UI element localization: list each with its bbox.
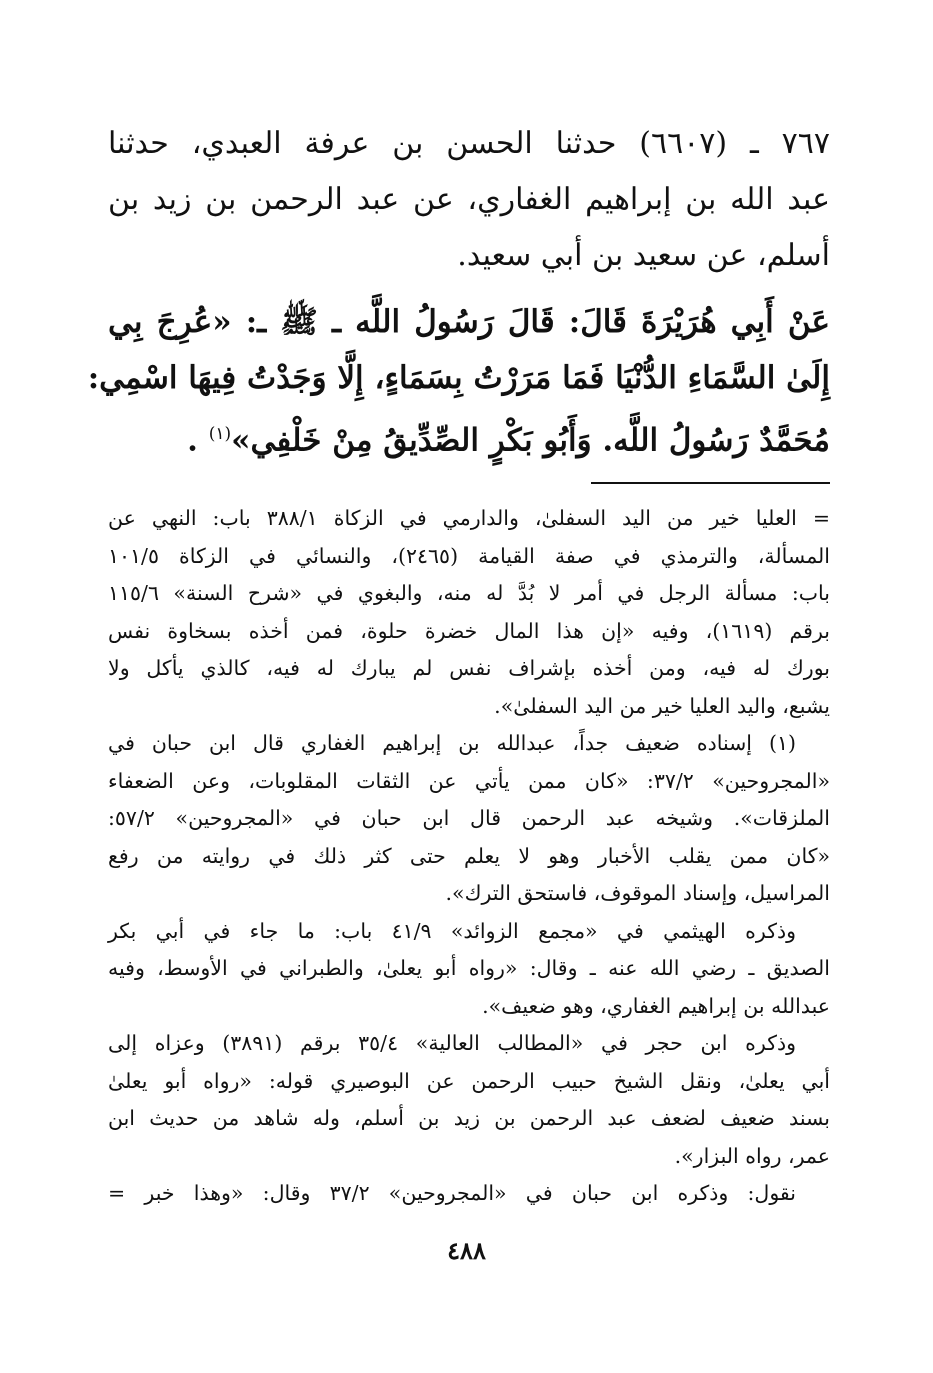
footnote-marker: (١) <box>208 424 232 444</box>
page-number: ٤٨٨ <box>447 1236 486 1265</box>
footnote-continuation <box>108 500 830 725</box>
footnote-line: باب: مسألة الرجل في أمر لا بُدَّ له منه، والبغوي في «شرح السنة» ١١٥/٦ <box>108 581 830 605</box>
footnotes <box>108 500 830 1213</box>
chain-line: أسلم، عن سعيد بن أبي سعيد. <box>457 238 830 273</box>
footnote-line: نقول: وذكره ابن حبان في «المجروحين» ٣٧/٢ وقال: «وهذا خبر = <box>108 1181 796 1205</box>
chain-line: عبد الله بن إبراهيم الغفاري، عن عبد الرحمن بن زيد بن <box>108 182 830 217</box>
hadith-text-line: مُحَمَّدٌ رَسُولُ اللَّه. وَأَبُو بَكْرٍ الصِّدِّيقُ مِنْ خَلْفِي»$^{(١)}$ . <box>187 422 830 459</box>
footnote-haythami <box>108 913 830 1026</box>
footnote-line: المسألة، والترمذي في صفة القيامة (٢٤٦٥)، والنسائي في الزكاة ١٠١/٥ <box>108 543 830 568</box>
footnote-line: «المجروحين» ٣٧/٢: «كان ممن يأتي عن الثقات المقلوبات، وعن الضعفاء <box>108 768 830 793</box>
hadith-chain <box>108 116 830 284</box>
footnote-line: يشبع، واليد العليا خير من اليد السفلىٰ». <box>494 693 830 718</box>
footnote-line: بسند ضعيف لضعف عبد الرحمن بن زيد بن أسلم، وله شاهد من حديث ابن <box>108 1106 830 1130</box>
hadith-text <box>87 294 830 462</box>
footnote-line: = العليا خير من اليد السفلىٰ، والدارمي في الزكاة ٣٨٨/١ باب: النهي عن <box>108 506 830 530</box>
footnote-line: برقم (١٦١٩)، وفيه «إن هذا المال خضرة حلوة، فمن أخذه بسخاوة نفس <box>108 618 830 643</box>
footnote-separator <box>591 482 830 484</box>
footnote-line: وذكره الهيثمي في «مجمع الزوائد» ٤١/٩ باب: ما جاء في أبي بكر <box>108 918 796 943</box>
footnote-line: المراسيل، وإسناد الموقوف، فاستحق الترك». <box>445 881 830 905</box>
hadith-text-line: إِلَىٰ السَّمَاءِ الدُّنْيَا فَمَا مَرَرْتُ بِسَمَاءٍ، إِلَّا وَجَدْتُ فِيهَا اسْمِي: <box>87 360 830 396</box>
hadith-block <box>87 116 830 462</box>
footnote-line: الملزقات». وشيخه عبد الرحمن قال ابن حبان في «المجروحين» ٥٧/٢: <box>108 806 830 830</box>
footnote-line: «كان ممن يقلب الأخبار وهو لا يعلم حتى كثر ذلك في روايته من رفع <box>108 843 830 868</box>
hadith-text-line: عَنْ أَبِي هُرَيْرَةَ قَالَ: قَالَ رَسُولُ اللَّه ـ ﷺ ـ: «عُرِجَ بِي <box>108 304 830 340</box>
chain-line: ٧٦٧ ـ (٦٦٠٧) حدثنا الحسن بن عرفة العبدي، حدثنا <box>108 126 830 161</box>
footnote-line: عبدالله بن إبراهيم الغفاري، وهو ضعيف». <box>482 993 830 1018</box>
footnote-line: (١) إسناده ضعيف جداً، عبدالله بن إبراهيم الغفاري قال ابن حبان في <box>108 731 796 755</box>
footnote-ibn-hajar <box>108 1025 830 1175</box>
footnote-line: وذكره ابن حجر في «المطالب العالية» ٣٥/٤ برقم (٣٨٩١) وعزاه إلى <box>108 1031 796 1055</box>
footnote-naqul <box>108 1175 830 1213</box>
footnote-line: بورك له فيه، ومن أخذه بإشراف نفس لم يبارك له فيه، كالذي يأكل ولا <box>108 656 830 680</box>
footnote-1 <box>108 725 830 913</box>
hadith-text-final: مُحَمَّدٌ رَسُولُ اللَّه. وَأَبُو بَكْرٍ الصِّدِّيقُ مِنْ خَلْفِي» <box>231 422 830 459</box>
footnote-line: عمر، رواه البزار». <box>674 1143 830 1168</box>
footnote-line: أبي يعلىٰ، ونقل الشيخ حبيب الرحمن عن البوصيري قوله: «رواه أبو يعلىٰ <box>108 1068 830 1093</box>
footnote-line: الصديق ـ رضي الله عنه ـ وقال: «رواه أبو يعلىٰ، والطبراني في الأوسط، وفيه <box>108 956 830 980</box>
